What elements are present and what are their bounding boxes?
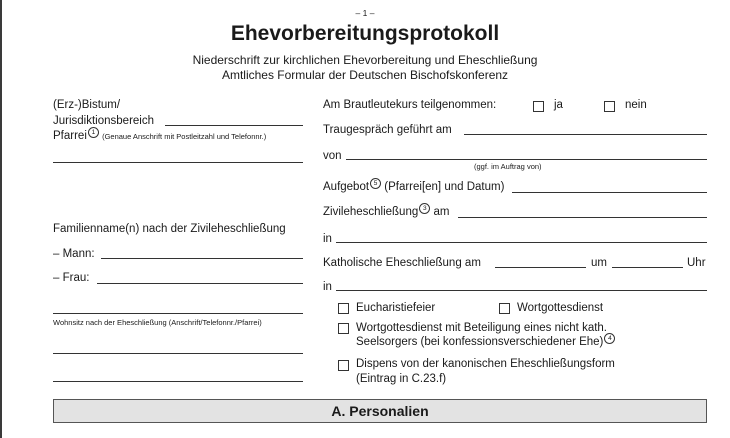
- zivil-in-label: in: [323, 233, 332, 245]
- wgd-beteiligung-label-2: Seelsorgers (bei konfessionsverschiedener Ehe): [356, 336, 604, 348]
- wohnsitz-label: Wohnsitz nach der Eheschließung (Anschrift/Telefonnr./Pfarrei): [53, 318, 262, 327]
- eucharistiefeier-checkbox[interactable]: [338, 303, 349, 314]
- katholisch-ort-field[interactable]: [336, 290, 707, 291]
- aufgebot-label-rest: (Pfarrei[en] und Datum): [384, 181, 505, 193]
- katholisch-label: Katholische Eheschließung am: [323, 257, 481, 269]
- nein-checkbox[interactable]: [604, 101, 615, 112]
- section-a-header: A. Personalien: [53, 399, 707, 423]
- frau-label: – Frau:: [53, 272, 90, 284]
- wortgottesdienst-checkbox[interactable]: [499, 303, 510, 314]
- bistum-label-1: (Erz-)Bistum/: [53, 99, 121, 111]
- katholisch-in-label: in: [323, 281, 332, 293]
- footnote-3-marker: 3: [419, 203, 430, 214]
- form-subtitle-2: Amtliches Formular der Deutschen Bischofskonferenz: [221, 68, 509, 82]
- bistum-field[interactable]: [165, 125, 303, 126]
- bistum-label-2: Jurisdiktionsbereich: [53, 115, 154, 127]
- um-label: um: [591, 257, 607, 269]
- footnote-5-marker: 5: [370, 178, 381, 189]
- traugespraech-field[interactable]: [464, 134, 707, 135]
- eucharistiefeier-label: Eucharistiefeier: [356, 302, 436, 314]
- form-subtitle-1: Niederschrift zur kirchlichen Ehevorbereitung und Eheschließung: [192, 53, 538, 67]
- zivil-datum-field[interactable]: [458, 217, 707, 218]
- footnote-4-marker: 4: [604, 333, 615, 344]
- traugespraech-label: Traugespräch geführt am: [323, 124, 452, 136]
- frau-field[interactable]: [97, 283, 303, 284]
- katholisch-datum-field[interactable]: [495, 267, 586, 268]
- zivil-am-label: am: [433, 206, 450, 218]
- von-label: von: [323, 150, 342, 162]
- zivil-ort-field[interactable]: [336, 242, 707, 243]
- pfarrei-field[interactable]: [53, 162, 303, 163]
- wohnsitz-field-1[interactable]: [53, 313, 303, 314]
- uhr-label: Uhr: [687, 257, 706, 269]
- ja-checkbox[interactable]: [533, 101, 544, 112]
- footnote-1-marker: 1: [88, 127, 99, 138]
- aufgebot-field[interactable]: [512, 192, 707, 193]
- form-title: Ehevorbereitungsprotokoll: [230, 22, 500, 45]
- pfarrei-label: Pfarrei: [53, 130, 87, 142]
- dispens-label-1: Dispens von der kanonischen Eheschließungsform: [356, 358, 615, 370]
- wortgottesdienst-label: Wortgottesdienst: [517, 302, 604, 314]
- pfarrei-note: (Genaue Anschrift mit Postleitzahl und Telefonnr.): [102, 132, 267, 141]
- nein-label: nein: [625, 99, 647, 111]
- dispens-label-2: (Eintrag in C.23.f): [356, 373, 447, 385]
- wohnsitz-field-3[interactable]: [53, 381, 303, 382]
- mann-field[interactable]: [101, 258, 303, 259]
- dispens-checkbox[interactable]: [338, 360, 349, 371]
- wohnsitz-field-2[interactable]: [53, 353, 303, 354]
- katholisch-zeit-field[interactable]: [612, 267, 683, 268]
- wgd-beteiligung-label-1: Wortgottesdienst mit Beteiligung eines nicht kath.: [356, 322, 608, 334]
- auftrag-note: (ggf. im Auftrag von): [474, 162, 542, 171]
- von-field[interactable]: [346, 159, 707, 160]
- familienname-label: Familienname(n) nach der Zivileheschließung: [53, 223, 286, 235]
- brautleutekurs-label: Am Brautleutekurs teilgenommen:: [323, 99, 497, 111]
- page-number: – 1 –: [355, 8, 375, 18]
- zivileheschliessung-label: Zivileheschließung: [323, 206, 419, 218]
- aufgebot-label: Aufgebot: [323, 181, 370, 193]
- wgd-beteiligung-checkbox[interactable]: [338, 323, 349, 334]
- ja-label: ja: [554, 99, 563, 111]
- mann-label: – Mann:: [53, 248, 95, 260]
